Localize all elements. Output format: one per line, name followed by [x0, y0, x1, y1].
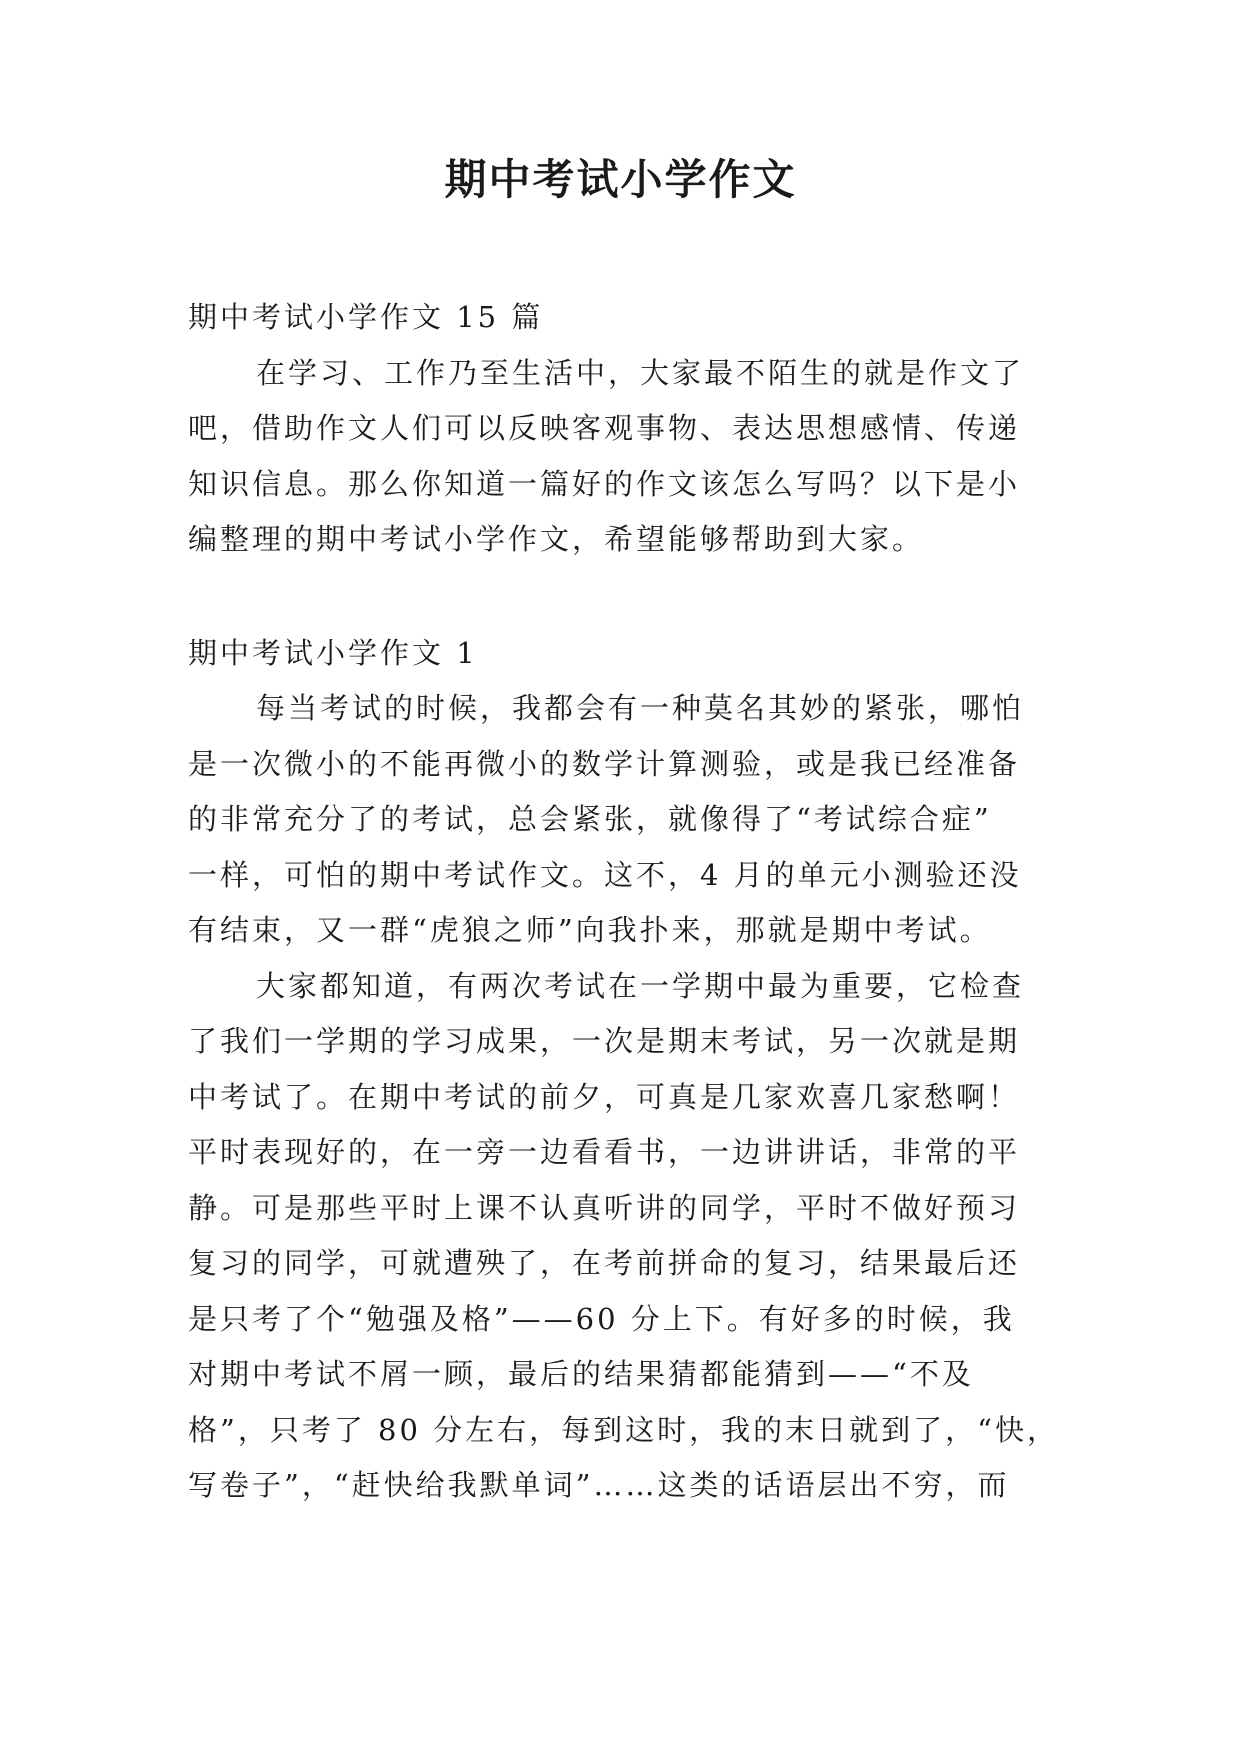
paragraph-line: 写卷子”，“赶快给我默单词”……这类的话语层出不穷，而: [188, 1468, 1010, 1502]
document-title: 期中考试小学作文: [444, 155, 797, 204]
paragraph-line: 了我们一学期的学习成果，一次是期末考试，另一次就是期: [188, 1024, 1021, 1058]
intro-line: 在学习、工作乃至生活中，大家最不陌生的就是作文了: [256, 355, 1025, 390]
intro-line: 知识信息。那么你知道一篇好的作文该怎么写吗？以下是小: [188, 466, 1021, 501]
essay-paragraph-2: [188, 959, 1059, 1514]
intro-line: 吧，借助作文人们可以反映客观事物、表达思想感情、传递: [188, 411, 1021, 445]
intro-paragraph: [188, 346, 1048, 568]
paragraph-line: 平时表现好的，在一旁一边看看书，一边讲讲话，非常的平: [188, 1135, 1021, 1169]
paragraph-line: 格”，只考了 80 分左右，每到这时，我的末日就到了，“快，: [188, 1412, 1059, 1447]
paragraph-line: 每当考试的时候，我都会有一种莫名其妙的紧张，哪怕: [256, 691, 1025, 725]
paragraph-line: 大家都知道，有两次考试在一学期中最为重要，它检查: [256, 968, 1025, 1003]
paragraph-line: 有结束，又一群“虎狼之师”向我扑来，那就是期中考试。: [188, 913, 992, 947]
paragraph-line: 是一次微小的不能再微小的数学计算测验，或是我已经准备: [188, 746, 1021, 781]
intro-line: 编整理的期中考试小学作文，希望能够帮助到大家。: [188, 522, 925, 556]
paragraph-line: 复习的同学，可就遭殃了，在考前拼命的复习，结果最后还: [188, 1246, 1021, 1280]
paragraph-line: 的非常充分了的考试，总会紧张，就像得了“考试综合症”: [188, 802, 992, 836]
essay-paragraph-1: [188, 681, 1048, 959]
collection-subtitle: 期中考试小学作文 15 篇: [188, 300, 544, 334]
paragraph-line: 静。可是那些平时上课不认真听讲的同学，平时不做好预习: [188, 1190, 1021, 1225]
paragraph-line: 对期中考试不屑一顾，最后的结果猜都能猜到——“不及: [188, 1357, 974, 1391]
paragraph-line: 中考试了。在期中考试的前夕，可真是几家欢喜几家愁啊！: [188, 1079, 1021, 1114]
section-heading: 期中考试小学作文 1: [188, 635, 478, 670]
section-spacer: [188, 568, 1048, 626]
paragraph-line: 是只考了个“勉强及格”——60 分上下。有好多的时候，我: [188, 1301, 1015, 1336]
paragraph-line: 一样，可怕的期中考试作文。这不，4 月的单元小测验还没: [188, 857, 1022, 892]
document-body: [188, 290, 1059, 1514]
